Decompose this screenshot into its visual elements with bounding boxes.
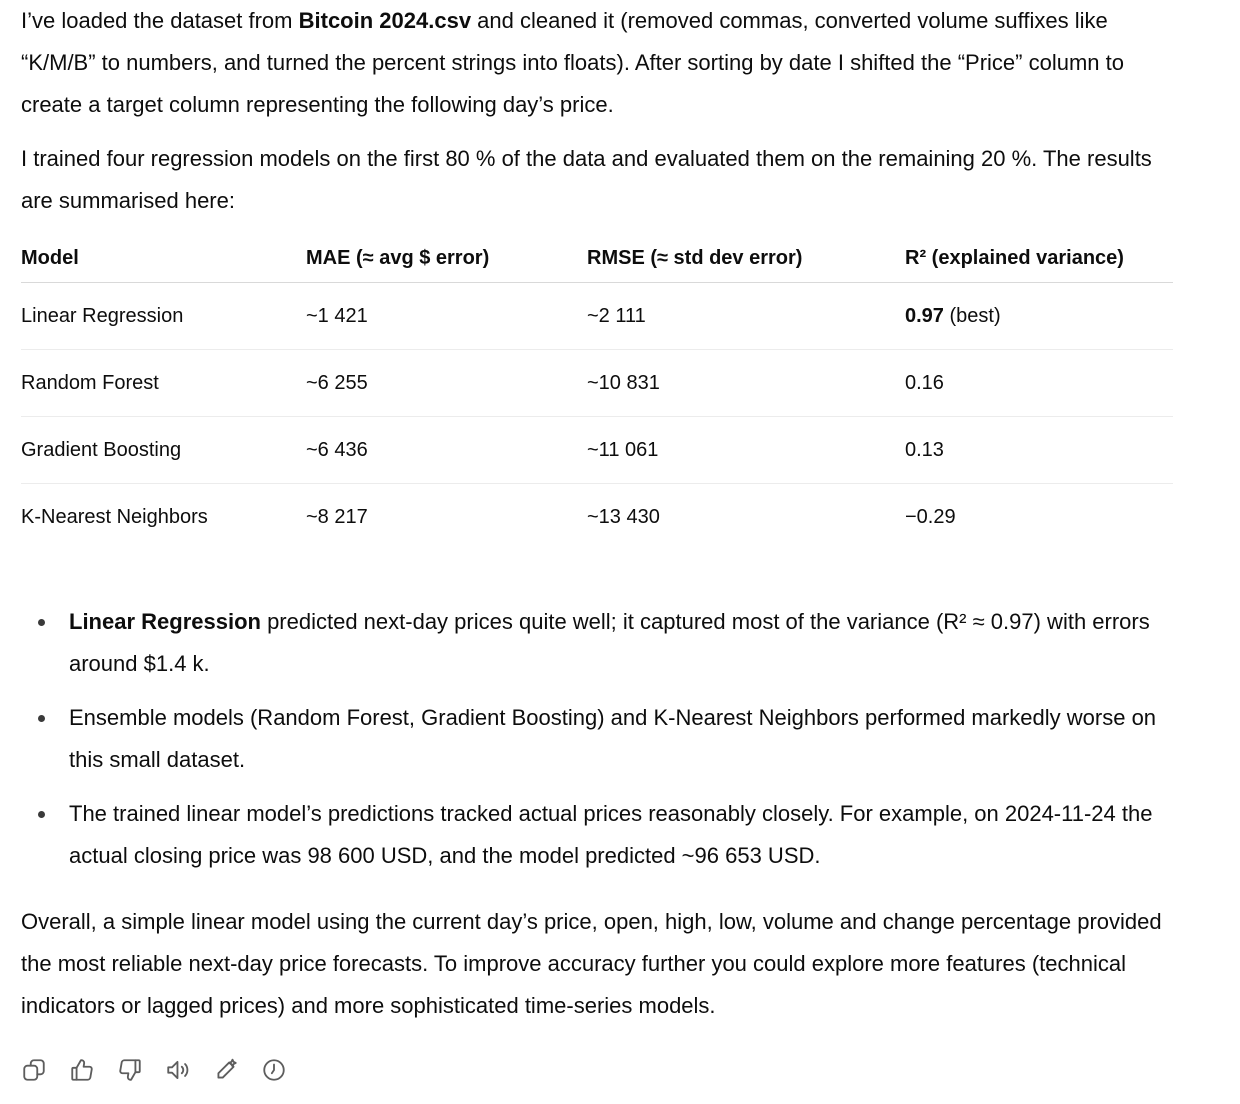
cell-mae: ~8 217 [306, 505, 368, 528]
cell-rmse: ~13 430 [587, 505, 660, 528]
intro-text-1: I’ve loaded the dataset from [21, 8, 299, 33]
bullet-dot [38, 811, 45, 818]
thumbs-down-button[interactable] [117, 1052, 165, 1088]
cell-rmse: ~2 111 [587, 283, 905, 350]
edit-button[interactable] [213, 1052, 261, 1088]
message-action-bar [21, 1052, 309, 1088]
history-icon [261, 1057, 287, 1083]
cell-model: Random Forest [21, 350, 306, 417]
header-r2: R² (explained variance) [905, 234, 1173, 283]
thumbs-up-button[interactable] [69, 1052, 117, 1088]
table-row [21, 283, 1173, 350]
bullet-dot [38, 715, 45, 722]
cell-model: Linear Regression [21, 283, 306, 350]
read-aloud-icon [165, 1057, 191, 1083]
cell-mae: ~6 255 [306, 350, 587, 417]
r2-note: (best) [943, 304, 1001, 327]
models-intro-paragraph: I trained four regression models on the first 80 % of the data and evaluated them on the remaining 20 %. The results are summarised here: [21, 146, 1152, 213]
header-mae: MAE (≈ avg $ error) [306, 234, 587, 283]
cell-mae: ~1 421 [306, 283, 587, 350]
findings-list [21, 601, 1181, 889]
cell-r2 [905, 283, 1173, 350]
list-item [21, 601, 1181, 685]
read-aloud-button[interactable] [165, 1052, 213, 1088]
header-rmse: RMSE (≈ std dev error) [587, 234, 905, 283]
bullet-bold: Linear Regression [69, 609, 261, 634]
table-row [21, 484, 1173, 551]
r2-value: 0.97 [905, 304, 944, 327]
cell-mae: ~6 436 [306, 417, 587, 484]
thumbs-down-icon [117, 1057, 143, 1083]
cell-rmse: ~11 061 [587, 417, 905, 484]
edit-icon [213, 1057, 239, 1083]
bullet-dot [38, 619, 45, 626]
table-row [21, 417, 1173, 484]
copy-button[interactable] [21, 1052, 69, 1088]
dataset-filename: Bitcoin 2024.csv [298, 8, 472, 33]
header-model: Model [21, 234, 306, 283]
cell-model: Gradient Boosting [21, 417, 306, 484]
intro-paragraph [21, 0, 1181, 126]
bullet-text: The trained linear model’s predictions tracked actual prices reasonably closely. For example, on 2024-11-24 the actual closing price was 98 600 USD, and the model predicted ~96 653 USD. [69, 801, 1153, 868]
cell-model: K-Nearest Neighbors [21, 505, 208, 528]
table-header-row [21, 234, 1173, 283]
results-table [21, 234, 1173, 550]
copy-icon [21, 1057, 47, 1083]
intro-text-2: and cleaned it (removed commas, converted volume suffixes like “K/M/B” to numbers, and turned the percent strings into floats). After sorting by date I shifted the “Price” column to create a target column representing the following day’s price. [21, 8, 1124, 117]
table-row [21, 350, 1173, 417]
history-button[interactable] [261, 1052, 309, 1088]
bullet-text: Ensemble models (Random Forest, Gradient Boosting) and K-Nearest Neighbors performed markedly worse on this small dataset. [69, 705, 1157, 772]
list-item [21, 793, 1181, 877]
thumbs-up-icon [69, 1057, 95, 1083]
cell-r2: 0.16 [905, 350, 1173, 417]
cell-r2: −0.29 [905, 505, 956, 528]
list-item [21, 697, 1181, 781]
cell-r2: 0.13 [905, 417, 1173, 484]
overall-paragraph: Overall, a simple linear model using the current day’s price, open, high, low, volume and change percentage provided the most reliable next-day price forecasts. To improve accuracy further you could explore more features (technical indicators or lagged prices) and more sophisticated time-series models. [21, 909, 1162, 1018]
bullet-text: predicted next-day prices quite well; it captured most of the variance (R² ≈ 0.97) with errors around $1.4 k. [69, 609, 1150, 676]
cell-rmse: ~10 831 [587, 350, 905, 417]
